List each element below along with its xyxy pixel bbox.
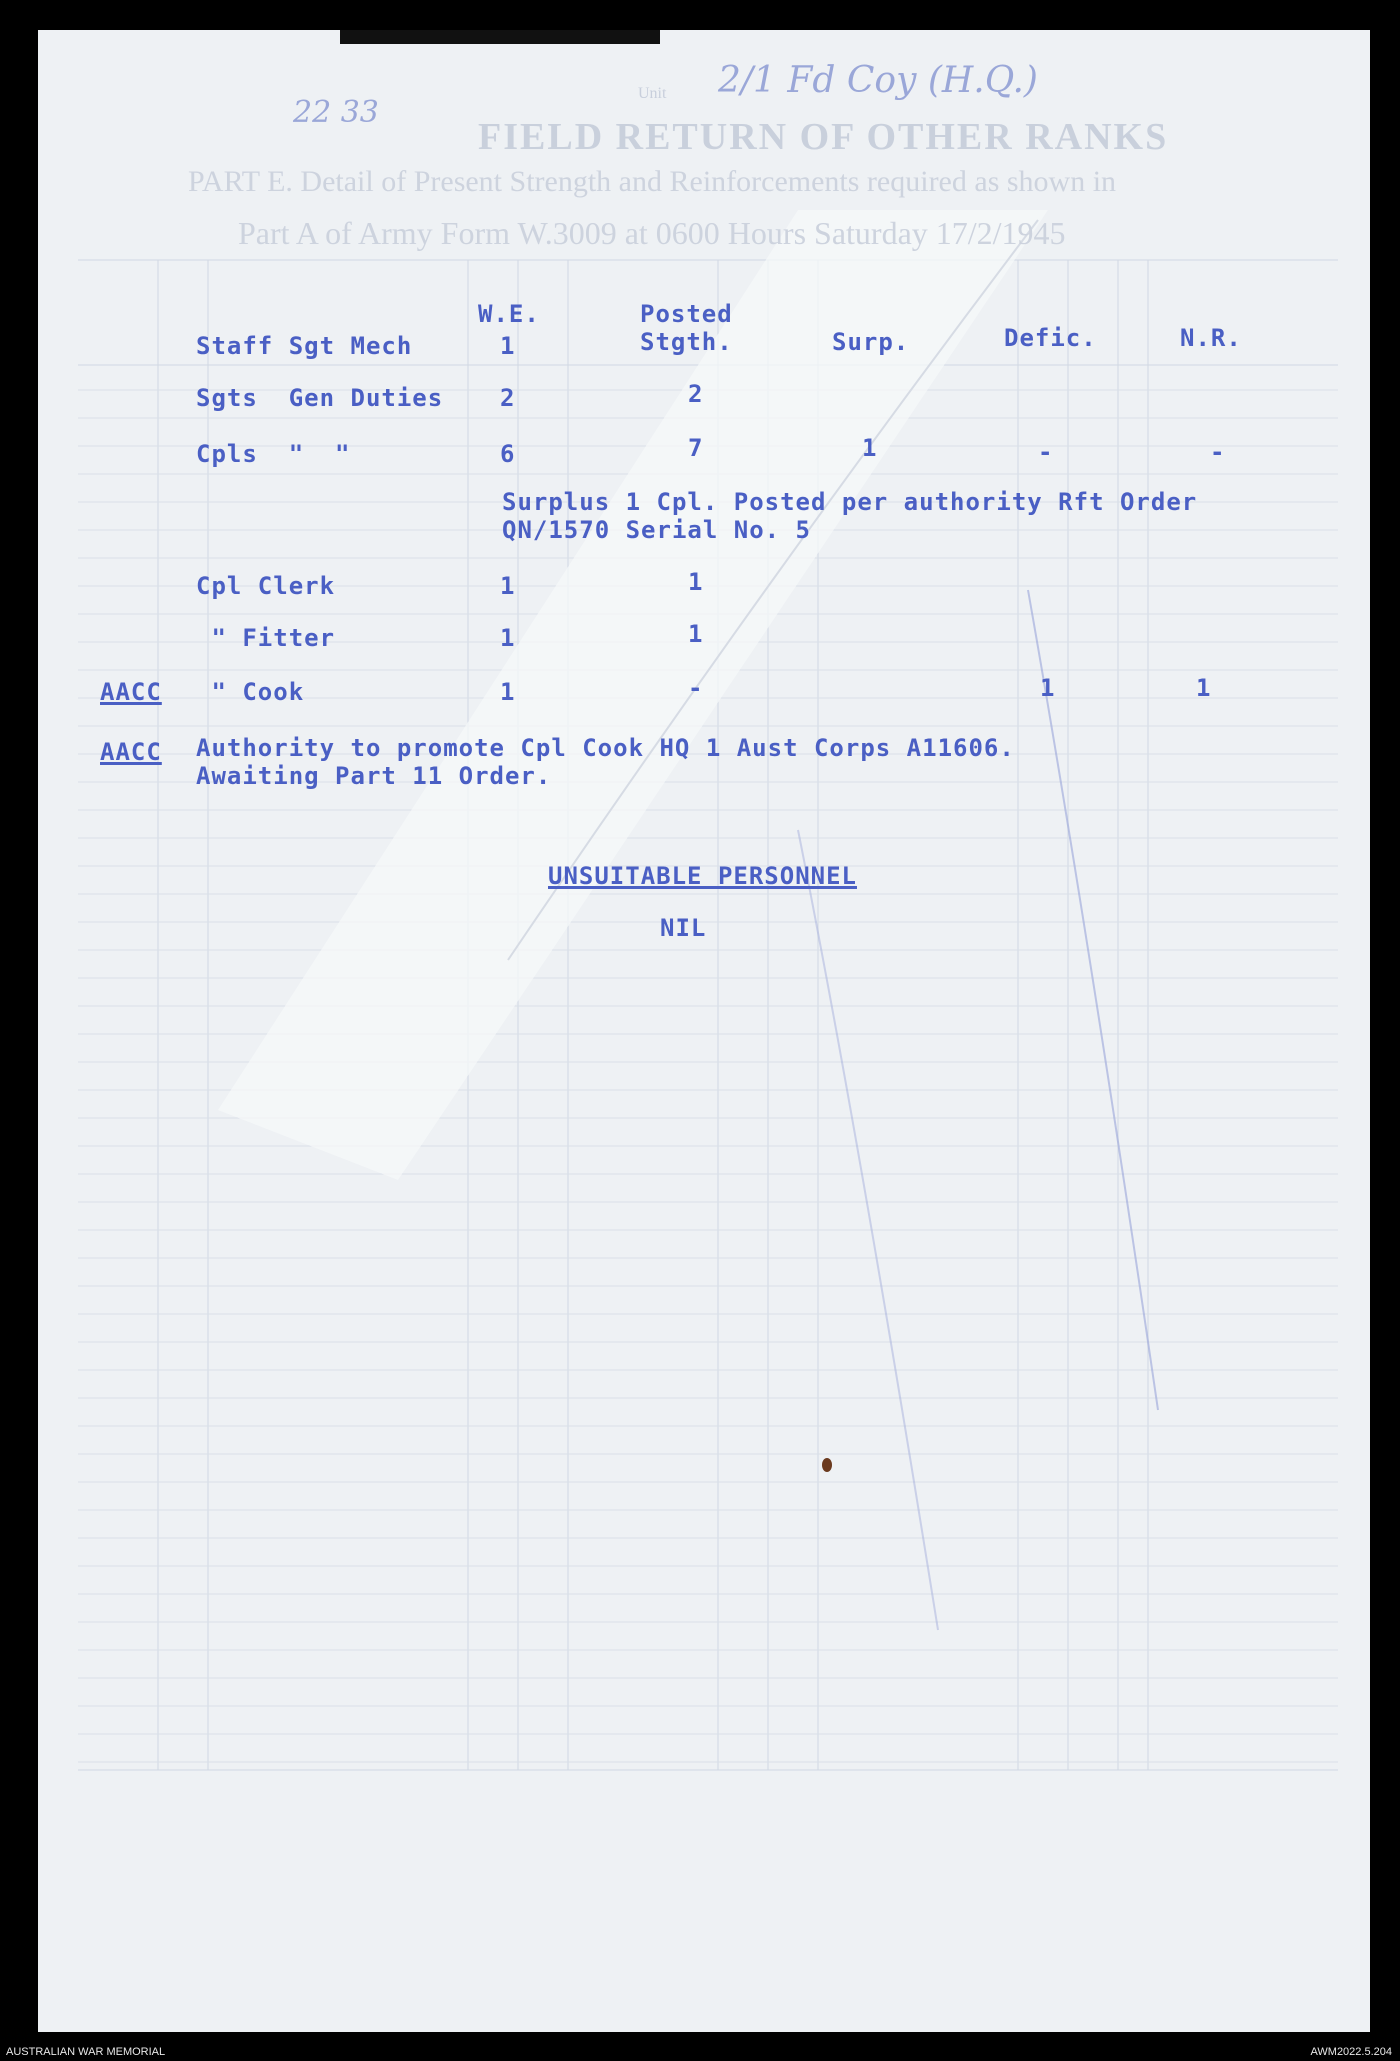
faint-form-subtitle-2: Part A of Army Form W.3009 at 0600 Hours Saturday 17/2/1945 xyxy=(238,215,1066,251)
header-nr: N.R. xyxy=(1180,324,1242,352)
header-posted: Posted xyxy=(640,300,733,328)
top-edge-mark xyxy=(340,30,660,44)
row-we: 1 xyxy=(500,572,516,600)
surplus-note-line-2: QN/1570 Serial No. 5 xyxy=(502,516,811,544)
row-rank: Cpls " " xyxy=(196,440,351,468)
unsuitable-value: NIL xyxy=(660,914,707,942)
row-posted: - xyxy=(688,674,704,702)
row-posted: 7 xyxy=(688,434,704,462)
faint-form-title: FIELD RETURN OF OTHER RANKS xyxy=(478,116,1169,158)
row-prefix: AACC xyxy=(100,678,162,706)
row-nr: 1 xyxy=(1196,674,1212,702)
footer-catalogue-id: AWM2022.5.204 xyxy=(1310,2046,1392,2058)
row-posted: 2 xyxy=(688,380,704,408)
row-we: 1 xyxy=(500,332,516,360)
row-rank: " Fitter xyxy=(196,624,336,652)
handwritten-serial: 22 33 xyxy=(293,95,379,130)
handwritten-unit: 2/1 Fd Coy (H.Q.) xyxy=(718,60,1038,101)
row-we: 1 xyxy=(500,624,516,652)
row-defic: 1 xyxy=(1040,674,1056,702)
row-nr: - xyxy=(1210,438,1226,466)
header-stgth: Stgth. xyxy=(640,328,733,356)
paper-blemish xyxy=(822,1458,832,1472)
row-posted: 1 xyxy=(688,620,704,648)
footer-bar xyxy=(0,2032,1400,2061)
row-rank: Sgts Gen Duties xyxy=(196,384,444,412)
header-surp: Surp. xyxy=(832,328,910,356)
row-rank: Staff Sgt Mech xyxy=(196,332,413,360)
row-we: 6 xyxy=(500,440,516,468)
header-we: W.E. xyxy=(478,300,540,328)
row-rank: Cpl Clerk xyxy=(196,572,336,600)
unsuitable-heading: UNSUITABLE PERSONNEL xyxy=(548,862,857,890)
row-we: 1 xyxy=(500,678,516,706)
unit-label: Unit xyxy=(638,85,667,102)
row-posted: 1 xyxy=(688,568,704,596)
row-surp: 1 xyxy=(862,434,878,462)
row-rank: " Cook xyxy=(196,678,305,706)
header-defic: Defic. xyxy=(1004,324,1097,352)
footer-credit: AUSTRALIAN WAR MEMORIAL xyxy=(6,2046,166,2058)
surplus-note-line-1: Surplus 1 Cpl. Posted per authority Rft Order xyxy=(502,488,1198,516)
faint-form-subtitle-1: PART E. Detail of Present Strength and Reinforcements required as shown in xyxy=(188,165,1117,198)
authority-prefix: AACC xyxy=(100,738,162,766)
authority-line-2: Awaiting Part 11 Order. xyxy=(196,762,552,790)
authority-line-1: Authority to promote Cpl Cook HQ 1 Aust Corps A11606. xyxy=(196,734,1015,762)
row-defic: - xyxy=(1038,438,1054,466)
row-we: 2 xyxy=(500,384,516,412)
